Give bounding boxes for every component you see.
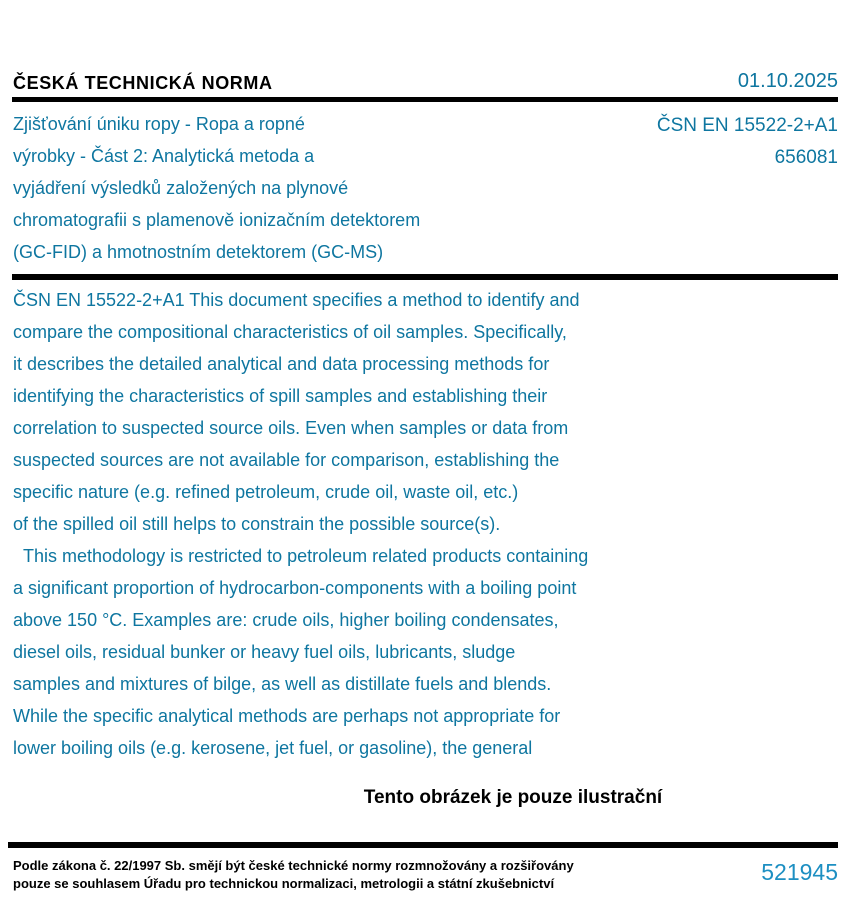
abstract-line: a significant proportion of hydrocarbon-components with a boiling point: [13, 578, 577, 598]
abstract-line: This methodology is restricted to petroleum related products containing: [23, 546, 589, 566]
abstract-line: above 150 °C. Examples are: crude oils, higher boiling condensates,: [13, 610, 559, 630]
issue-date: 01.10.2025: [737, 70, 838, 92]
abstract-line: identifying the characteristics of spill samples and establishing their: [13, 386, 548, 406]
abstract-line: of the spilled oil still helps to constrain the possible source(s).: [13, 514, 501, 534]
abstract-line: it describes the detailed analytical and data processing methods for: [13, 354, 550, 374]
norm-title-line: výrobky - Část 2: Analytická metoda a: [13, 146, 315, 166]
norm-title-line: vyjádření výsledků založených na plynové: [13, 178, 349, 198]
footer-divider: [8, 842, 838, 848]
abstract-line: suspected sources are not available for comparison, establishing the: [13, 450, 560, 470]
abstract-line: specific nature (e.g. refined petroleum, crude oil, waste oil, etc.): [13, 482, 519, 502]
illustration-note: Tento obrázek je pouze ilustrační: [363, 787, 663, 808]
order-number: 521945: [761, 859, 838, 885]
header-divider: [12, 97, 838, 102]
abstract-line: correlation to suspected source oils. Even when samples or data from: [13, 418, 569, 438]
norm-title: [13, 108, 613, 268]
norm-title-line: (GC-FID) a hmotnostním detektorem (GC-MS): [13, 242, 384, 262]
abstract-line: compare the compositional characteristics of oil samples. Specifically,: [13, 322, 567, 342]
abstract-line: lower boiling oils (e.g. kerosene, jet fuel, or gasoline), the general: [13, 738, 533, 758]
norm-designation: ČSN EN 15522-2+A1: [656, 115, 838, 136]
norm-abstract: [13, 284, 753, 764]
abstract-line: samples and mixtures of bilge, as well as distillate fuels and blends.: [13, 674, 552, 694]
footer-legal-line: pouze se souhlasem Úřadu pro technickou normalizaci, metrologii a státní zkušebnictví: [13, 875, 555, 891]
norm-title-line: chromatografii s plamenově ionizačním detektorem: [13, 210, 421, 230]
footer-legal-text: [13, 857, 574, 892]
norm-class-code: 656081: [774, 147, 838, 168]
abstract-line: ČSN EN 15522-2+A1 This document specifies a method to identify and: [13, 290, 580, 310]
abstract-line: diesel oils, residual bunker or heavy fuel oils, lubricants, sludge: [13, 642, 516, 662]
norm-title-line: Zjišťování úniku ropy - Ropa a ropné: [13, 114, 305, 134]
page-title: ČESKÁ TECHNICKÁ NORMA: [13, 73, 273, 93]
footer-legal-line: Podle zákona č. 22/1997 Sb. smějí být české technické normy rozmnožovány a rozšiřovány: [13, 858, 574, 873]
abstract-line: While the specific analytical methods are perhaps not appropriate for: [13, 706, 561, 726]
title-divider: [12, 274, 838, 280]
